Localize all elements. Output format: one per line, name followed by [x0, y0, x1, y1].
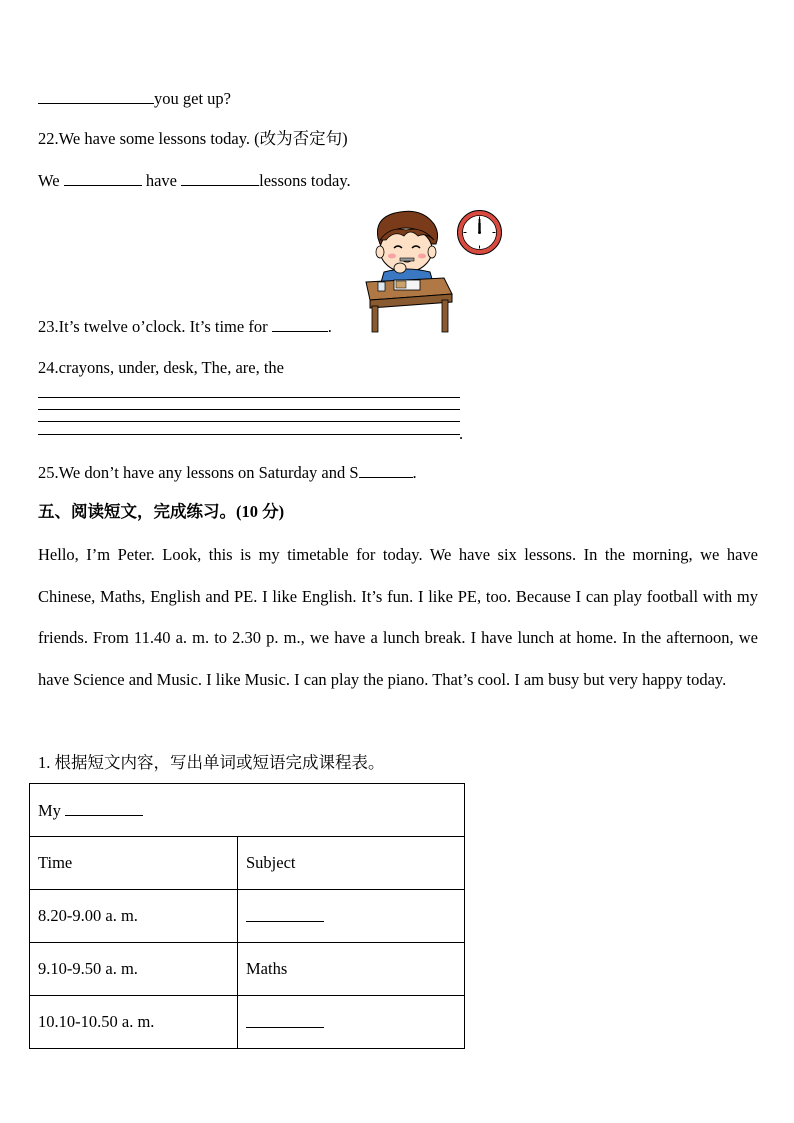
table-row [30, 943, 465, 996]
q23-line: 23.It’s twelve o’clock. It’s time for . [38, 317, 332, 336]
q23-text: 23.It’s twelve o’clock. It’s time for [38, 317, 272, 336]
q25-text: 25.We don’t have any lessons on Saturday and S [38, 463, 359, 482]
subject-cell [238, 890, 465, 943]
q21-blank[interactable] [38, 88, 154, 104]
task-1-instruction: 1. 根据短文内容，写出单词或短语完成课程表。 [38, 753, 385, 772]
wall-clock-twelve-icon [456, 209, 503, 256]
reading-passage: Hello, I’m Peter. Look, this is my timetable for today. We have six lessons. In the morning, we have Chinese, Maths, English and PE. I like English. It’s fun. I like PE, too. Because I can play football with my friends. From 11.40 a. m. to 2.30 p. m., we have a lunch break. I have lunch at home. In the afternoon, we have Science and Music. I like Music. I can play the piano. That’s cool. I am busy but very happy today. [38, 545, 758, 689]
q22-answer-line: We have lessons today. [38, 171, 351, 190]
q23-blank[interactable] [272, 316, 328, 332]
subject-cell: Maths [238, 943, 465, 996]
timetable-header-row [30, 837, 465, 890]
q21-line [38, 88, 231, 109]
subject-cell [238, 996, 465, 1049]
time-cell: 8.20-9.00 a. m. [30, 890, 238, 943]
q22-text: 22.We have some lessons today. (改为否定句) [38, 129, 348, 148]
boy-eating-lunch-icon [360, 208, 456, 334]
q22-blank-2[interactable] [181, 170, 259, 186]
q21-text: you get up? [154, 89, 231, 108]
q24-end: . [459, 424, 464, 443]
q25-blank[interactable] [359, 462, 413, 478]
timetable-title-blank[interactable] [65, 800, 143, 816]
q24-answer-rule-4[interactable] [38, 434, 460, 435]
q25-line: 25.We don’t have any lessons on Saturday and S . [38, 463, 417, 482]
table-row [30, 890, 465, 943]
q24-text: 24.crayons, under, desk, The, are, the [38, 358, 284, 377]
header-time: Time [30, 837, 238, 890]
q24-answer-rule-2[interactable] [38, 409, 460, 410]
q24-line [38, 358, 284, 378]
time-cell: 10.10-10.50 a. m. [30, 996, 238, 1049]
q24-answer-rule-3[interactable] [38, 421, 460, 422]
section-5-title: 五、阅读短文，完成练习。(10 分) [38, 502, 285, 521]
header-subject: Subject [238, 837, 465, 890]
timetable-title-row [30, 784, 465, 837]
table-row [30, 996, 465, 1049]
timetable-title-cell: My [30, 784, 465, 837]
subject-blank-1[interactable] [246, 906, 324, 922]
q24-answer-rule-1[interactable] [38, 397, 460, 398]
subject-blank-3[interactable] [246, 1012, 324, 1028]
q22-question [38, 129, 348, 149]
time-cell: 9.10-9.50 a. m. [30, 943, 238, 996]
timetable [29, 783, 465, 1049]
q22-blank-1[interactable] [64, 170, 142, 186]
